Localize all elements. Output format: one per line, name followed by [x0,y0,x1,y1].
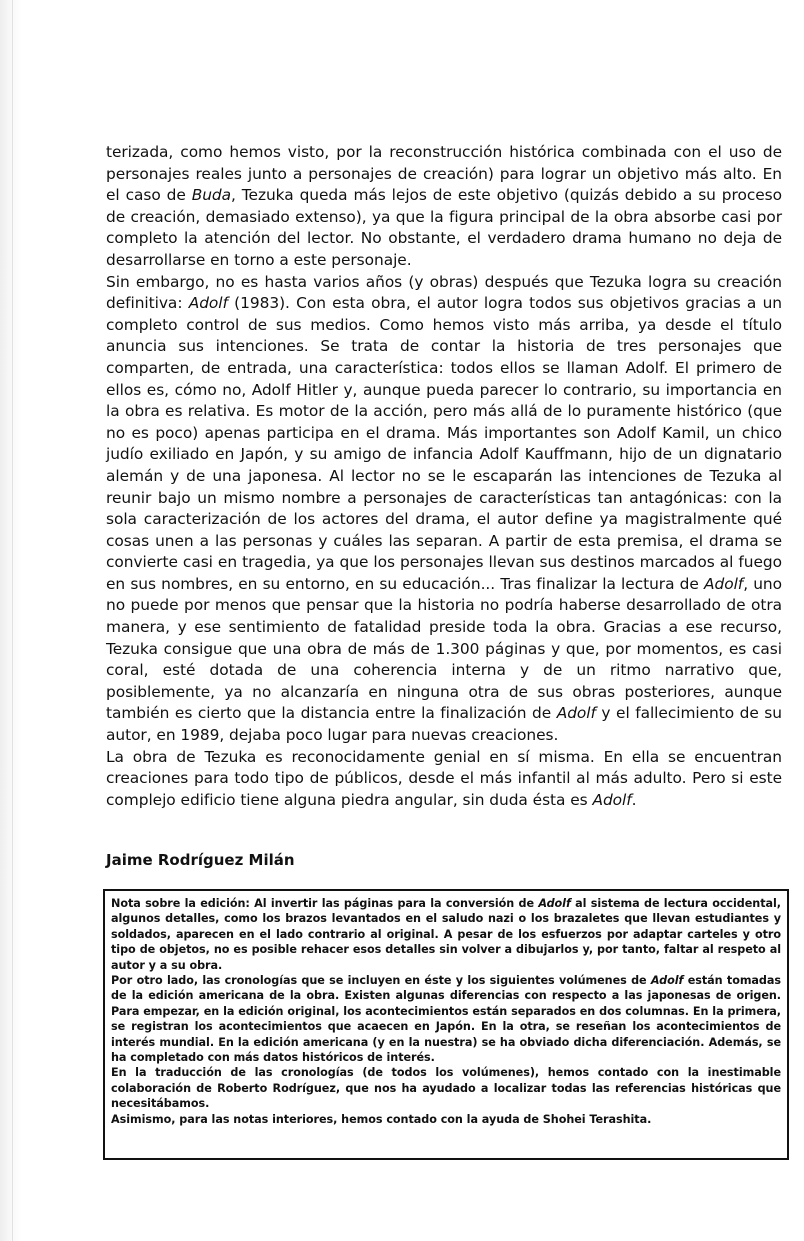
page-edge-line [12,0,13,1241]
article-paragraph-3 [106,747,782,812]
author-signature: Jaime Rodríguez Milán [106,851,295,869]
text-run: , uno no puede por menos que pensar que la historia no podría haberse desarrollado de otra manera, y ese sentimiento de fatalidad preside toda la obra. Gracias a ese recurso, Tezuka consigue que una obra de más de 1.300 páginas y que, por momentos, es casi coral, esté dotada de una coherencia interna y de un ritmo narrativo que, posiblemente, ya no alcanzaría en ninguna otra de sus obras posteriores, aunque también es cierto que la distancia entre la finalización de [106,574,783,723]
text-run: . [631,790,637,809]
note-paragraph-2 [111,973,781,1065]
note-paragraph-3 [111,1065,781,1111]
text-run: , que nos ha ayudado a localizar todas las referencias históricas que necesitábamos. [111,1081,782,1111]
text-run: En la traducción de las cronologías (de todos los volúmenes), hemos contado con la inestimable colaboración de [111,1066,781,1095]
edition-note-box [103,889,789,1160]
text-run: (1983). Con esta obra, el autor logra todos sus objetivos gracias a un completo control de sus medios. Como hemos visto más arriba, ya desde el título anuncia sus intenciones. Se trata de contar la historia de tres personajes que comparten, de entrada, una característica: todos ellos se llaman Adolf. El primero de ellos es, cómo no, Adolf Hitler y, aunque pueda parecer lo contrario, su importancia en la obra es relativa. Es motor de la acción, pero más allá de lo puramente histórico (que no es poco) apenas participa en el drama. Más importantes son Adolf Kamil, un chico judío exiliado en Japón, y su amigo de infancia Adolf Kauffmann, hijo de un dignatario alemán y de una japonesa. Al lector no se le escaparán las intenciones de Tezuka al reunir bajo un mismo nombre a personajes de características tan antagónicas: con la sola caracterización de los actores del drama, el autor define ya magistralmente qué cosas unen a las personas y cuáles las separan. A partir de esta premisa, el drama se convierte casi en tragedia, ya que los personajes llevan sus destinos marcados al fuego en sus nombres, en su entorno, en su educación... Tras finalizar la lectura de [106,294,782,593]
italic-title: Adolf [592,790,632,809]
page-edge-shadow [0,0,22,1241]
italic-title: Adolf [538,897,571,910]
italic-title: Adolf [704,574,744,593]
text-run: terizada, como hemos visto, por la reconstrucción histórica combinada con el uso de personajes reales junto a personajes de creación) para lograr un objetivo más alto. En el caso de [106,143,782,205]
note-paragraph-4 [111,1112,781,1127]
text-run: Por otro lado, las cronologías que se incluyen en éste y los siguientes volúmenes de [111,974,651,988]
collaborator-name: Roberto Rodríguez [217,1081,336,1095]
italic-title: Buda [191,186,232,205]
collaborator-name: Shohei Terashita [542,1112,648,1126]
note-paragraph-1 [111,896,781,973]
italic-title: Adolf [556,704,596,723]
text-run: , Tezuka queda más lejos de este objetivo (quizás debido a su proceso de creación, demasiado extenso), ya que la figura principal de la obra absorbe casi por completo la atención del lector. No obstante, el verdadero drama humano no deja de desarrollarse en torno a este personaje. [106,186,782,269]
text-run: Sin embargo, no es hasta varios años (y obras) después que Tezuka logra su creación definitiva: [106,272,782,313]
text-run: y el fallecimiento de su autor, en 1989, dejaba poco lugar para nuevas creaciones. [106,704,782,745]
text-run: Asimismo, para las notas interiores, hemos contado con la ayuda de [111,1112,543,1126]
italic-title: Adolf [188,294,228,313]
text-run: Nota sobre la edición: Al invertir las páginas para la conversión de [111,897,539,910]
article-body [106,142,782,811]
text-run: . [647,1112,652,1126]
article-paragraph-2 [106,272,782,747]
text-run: La obra de Tezuka es reconocidamente genial en sí misma. En ella se encuentran creaciones para todo tipo de públicos, desde el más infantil al más adulto. Pero si este complejo edificio tiene alguna piedra angular, sin duda ésta es [106,747,782,809]
text-run: están tomadas de la edición americana de la obra. Existen algunas diferencias con respecto a las japonesas de origen. Para empezar, en la edición original, los acontecimientos están separados en dos columnas. En la primera, se registran los acontecimientos que acaecen en Japón. En la otra, se reseñan los acontecimientos de interés mundial. En la edición americana (y en la nuestra) se ha obviado dicha diferenciación. Además, se ha completado con más datos históricos de interés. [111,974,782,1065]
italic-title: Adolf [650,974,684,988]
article-paragraph-1 [106,142,782,272]
text-run: al sistema de lectura occidental, algunos detalles, como los brazos levantados en el saludo nazi o los brazaletes que llevan estudiantes y soldados, aparecen en el lado contrario al original. A pesar de los esfuerzos por adaptar carteles y otro tipo de objetos, no es posible rehacer esos detalles sin volver a dibujarlos y, por tanto, faltar al respeto al autor y a su obra. [111,897,781,972]
